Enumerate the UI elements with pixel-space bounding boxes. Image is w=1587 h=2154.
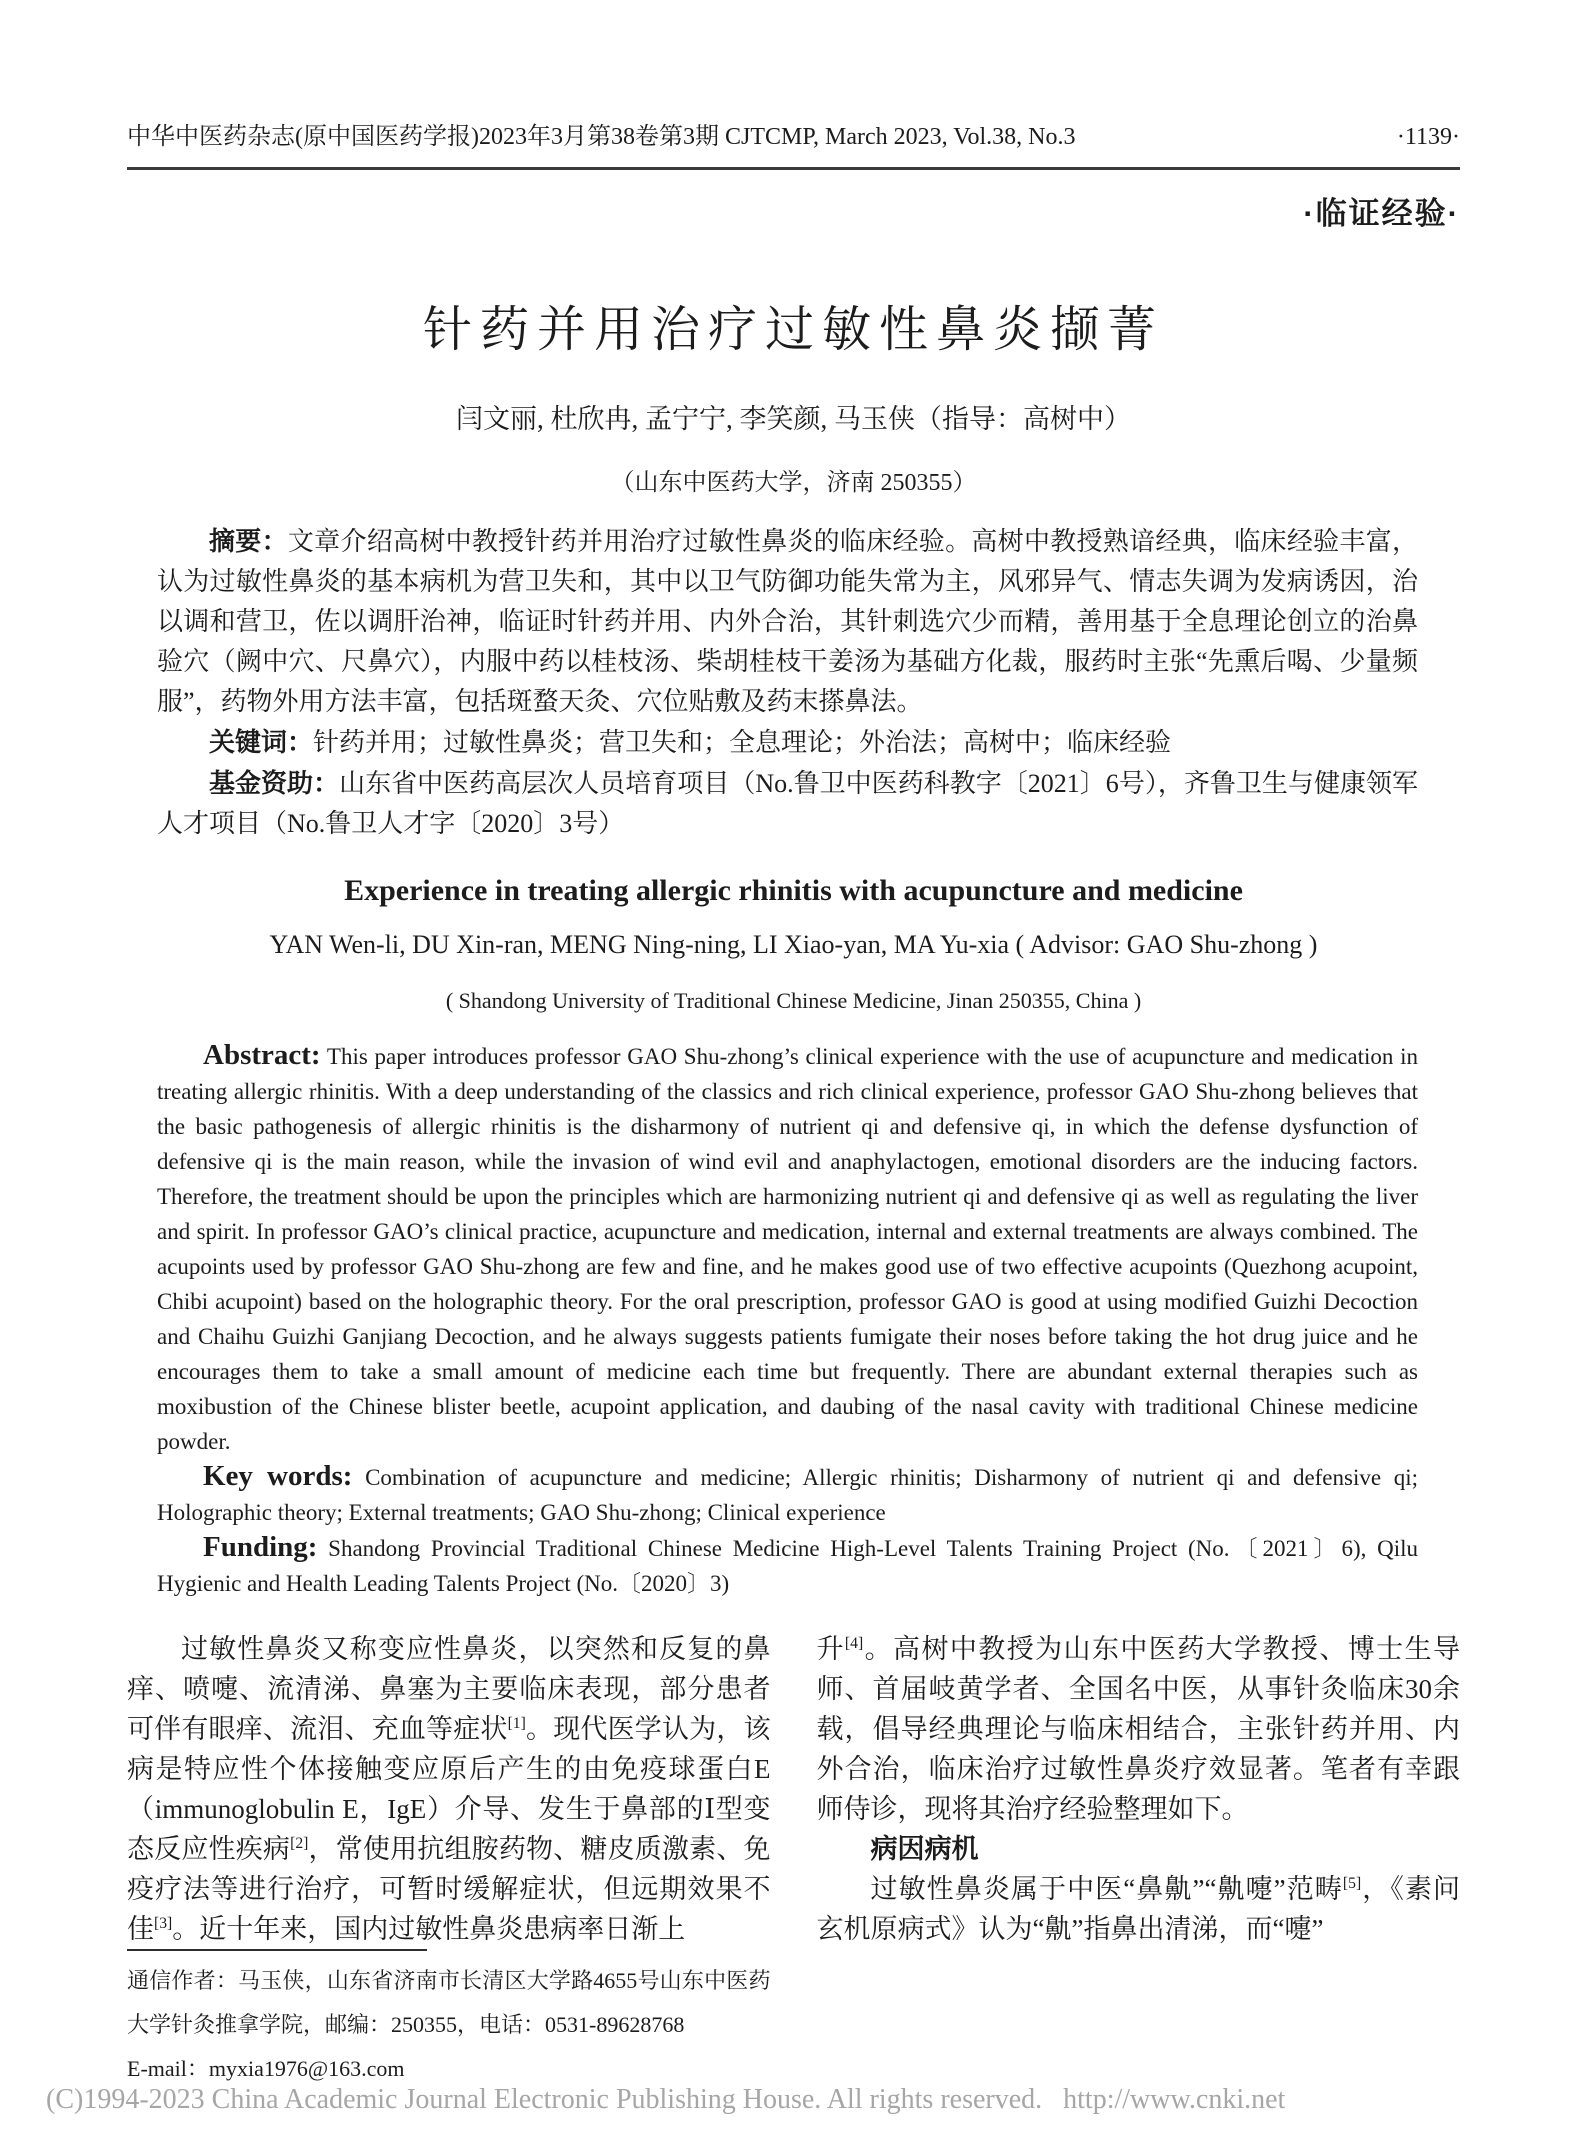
funding-en-text: Shandong Provincial Traditional Chinese Medicine High-Level Talents Training Project (No.〔2021〕6), Qilu Hygienic and Health Leading Talents Project (No.〔2020〕3) xyxy=(157,1536,1418,1596)
cnki-copyright-footer: (C)1994-2023 China Academic Journal Electronic Publishing House. All rights reserved. http://www.cnki.net xyxy=(46,2084,1286,2115)
email-note: E-mail：myxia1976@163.com xyxy=(127,2056,405,2081)
right-column xyxy=(817,1629,1461,2081)
abstract-en xyxy=(157,1038,1418,1459)
footnote xyxy=(127,1949,771,2081)
keywords-cn-text: 针药并用；过敏性鼻炎；营卫失和；全息理论；外治法；高树中；临床经验 xyxy=(313,728,1172,757)
journal-info: 中华中医药杂志(原中国医药学报)2023年3月第38卷第3期 CJTCMP, March 2023, Vol.38, No.3 xyxy=(127,124,1076,150)
funding-cn-label: 基金资助： xyxy=(209,768,340,798)
abstract-cn xyxy=(157,521,1418,722)
left-column xyxy=(127,1629,771,2081)
journal-header xyxy=(127,116,1460,151)
abstract-cn-text: 文章介绍高树中教授针药并用治疗过敏性鼻炎的临床经验。高树中教授熟谙经典，临床经验丰富，认为过敏性鼻炎的基本病机为营卫失和，其中以卫气防御功能失常为主，风邪异气、情志失调为发病诱因，治以调和营卫，佐以调肝治神，临证时针药并用、内外合治，其针刺选穴少而精，善用基于全息理论创立的治鼻验穴（阙中穴、尺鼻穴），内服中药以桂枝汤、柴胡桂枝干姜汤为基础方化裁，服药时主张“先熏后喝、少量频服”，药物外用方法丰富，包括斑蝥天灸、穴位贴敷及药末搽鼻法。 xyxy=(157,527,1418,716)
header-rule xyxy=(127,167,1460,170)
keywords-en xyxy=(157,1459,1418,1530)
abstract-en-label: Abstract: xyxy=(203,1039,321,1071)
affiliation-cn: （山东中医药大学，济南 250355） xyxy=(610,470,977,496)
affiliation-en: ( Shandong University of Traditional Chinese Medicine, Jinan 250355, China ) xyxy=(445,988,1142,1013)
article-title-en: Experience in treating allergic rhinitis with acupuncture and medicine xyxy=(344,874,1243,907)
funding-cn-text: 山东省中医药高层次人员培育项目（No.鲁卫中医药科教字〔2021〕6号），齐鲁卫生与健康领军人才项目（No.鲁卫人才字〔2020〕3号） xyxy=(157,769,1418,838)
page-number: ·1139· xyxy=(1396,124,1460,150)
keywords-cn-label: 关键词： xyxy=(209,727,314,757)
authors-en: YAN Wen-li, DU Xin-ran, MENG Ning-ning, LI Xiao-yan, MA Yu-xia ( Advisor: GAO Shu-zhong ) xyxy=(269,930,1318,959)
abstract-en-block xyxy=(157,1038,1418,1601)
article-title-cn: 针药并用治疗过敏性鼻炎撷菁 xyxy=(422,302,1164,357)
footnote-rule xyxy=(127,1949,427,1951)
funding-en-label: Funding: xyxy=(203,1531,318,1563)
authors-cn: 闫文丽, 杜欣冉, 孟宁宁, 李笑颜, 马玉侠（指导：高树中） xyxy=(456,404,1131,434)
body-paragraph-right-1: 升[4]。高树中教授为山东中医药大学教授、博士生导师、首届岐黄学者、全国名中医，从事针灸临床30余载，倡导经典理论与临床相结合，主张针药并用、内外合治，临床治疗过敏性鼻炎疗效显著。笔者有幸跟师侍诊，现将其治疗经验整理如下。 xyxy=(816,1634,1460,1824)
abstract-cn-label: 摘要： xyxy=(209,526,288,556)
keywords-cn xyxy=(157,722,1418,763)
funding-cn xyxy=(157,763,1418,844)
keywords-en-text: Combination of acupuncture and medicine; Allergic rhinitis; Disharmony of nutrient qi and defensive qi; Holographic theory; External treatments; GAO Shu-zhong; Clinical experience xyxy=(157,1465,1418,1525)
section-heading-etiology: 病因病机 xyxy=(870,1834,979,1864)
funding-en xyxy=(157,1530,1418,1601)
abstract-en-text: This paper introduces professor GAO Shu-zhong’s clinical experience with the use of acupuncture and medication in treating allergic rhinitis. With a deep understanding of the classics and rich clinical experience, professor GAO Shu-zhong believes that the basic pathogenesis of allergic rhinitis is the disharmony of nutrient qi and defensive qi, in which the defense dysfunction of defensive qi is the main reason, while the invasion of wind evil and anaphylactogen, emotional disorders are the inducing factors. Therefore, the treatment should be upon the principles which are harmonizing nutrient qi and defensive qi as well as regulating the liver and spirit. In professor GAO’s clinical practice, acupuncture and medication, internal and external treatments are always combined. The acupoints used by professor GAO Shu-zhong are few and fine, and he makes good use of two effective acupoints (Quezhong acupoint, Chibi acupoint) based on the holographic theory. For the oral prescription, professor GAO is good at using modified Guizhi Decoction and Chaihu Guizhi Ganjiang Decoction, and he always suggests patients fumigate their noses before taking the hot drug juice and he encourages them to take a small amount of medicine each time but frequently. There are abundant external therapies such as moxibustion of the Chinese blister beetle, acupoint application, and daubing of the nasal cavity with traditional Chinese medicine powder. xyxy=(157,1044,1418,1454)
corresponding-author-note: 通信作者：马玉侠，山东省济南市长清区大学路4655号山东中医药大学针灸推拿学院，邮编：250355，电话：0531-89628768 xyxy=(127,1968,771,2037)
body-paragraph-right-2: 过敏性鼻炎属于中医“鼻鼽”“鼽嚏”范畴[5]，《素问玄机原病式》认为“鼽”指鼻出清涕，而“嚏” xyxy=(816,1874,1460,1944)
keywords-cn-block xyxy=(157,722,1418,844)
keywords-en-label: Key words: xyxy=(203,1460,353,1492)
body-columns xyxy=(127,1629,1460,2081)
body-paragraph-left: 过敏性鼻炎又称变应性鼻炎，以突然和反复的鼻痒、喷嚏、流清涕、鼻塞为主要临床表现，部分患者可伴有眼痒、流泪、充血等症状[1]。现代医学认为，该病是特应性个体接触变应原后产生的由免疫球蛋白E（immunoglobulin E，IgE）介导、发生于鼻部的Ⅰ型变态反应性疾病[2]，常使用抗组胺药物、糖皮质激素、免疫疗法等进行治疗，可暂时缓解症状，但远期效果不佳[3]。近十年来，国内过敏性鼻炎患病率日渐上 xyxy=(127,1634,771,1944)
abstract-cn-block xyxy=(157,521,1418,722)
section-label: ·临证经验· xyxy=(1303,196,1460,231)
